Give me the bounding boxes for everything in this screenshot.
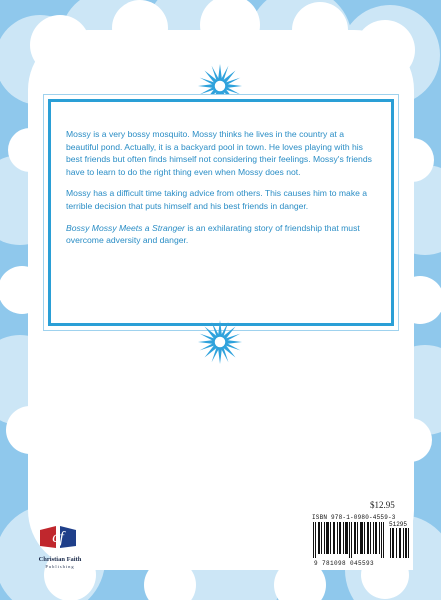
isbn-text: ISBN 978-1-0980-4559-3 xyxy=(312,514,396,521)
publisher-name: Christian Faith xyxy=(38,556,82,563)
book-title: Bossy Mossy Meets a Stranger xyxy=(66,222,185,233)
blurb-paragraph-2: Mossy has a difficult time taking advice from others. This causes him to make a terrible decision that puts himself and his best friends in danger. xyxy=(66,188,368,211)
price-label: $12.95 xyxy=(370,500,395,510)
blurb-text xyxy=(66,128,378,256)
publisher-sub: Publishing xyxy=(45,564,75,569)
barcode-digits: 9 781098 045593 xyxy=(314,560,375,567)
blurb-paragraph-3 xyxy=(66,222,378,247)
blurb-paragraph-3-rest: is an exhilarating story of friendship that must overcome adversity and danger. xyxy=(66,222,360,246)
price-addon-code: 51295 xyxy=(389,521,408,528)
publisher-logo-icon xyxy=(38,520,78,550)
logo-letters: cf xyxy=(52,529,64,546)
blurb-paragraph-1: Mossy is a very bossy mosquito. Mossy thinks he lives in the country at a beautiful pond. Actually, it is a backyard pool in town. He loves playing with his best friends but often finds himself not considering their feelings. Mossy's friends have to learn to do the right thing even when Mossy does not. xyxy=(66,129,372,177)
sun-ornament-bottom xyxy=(196,318,244,366)
